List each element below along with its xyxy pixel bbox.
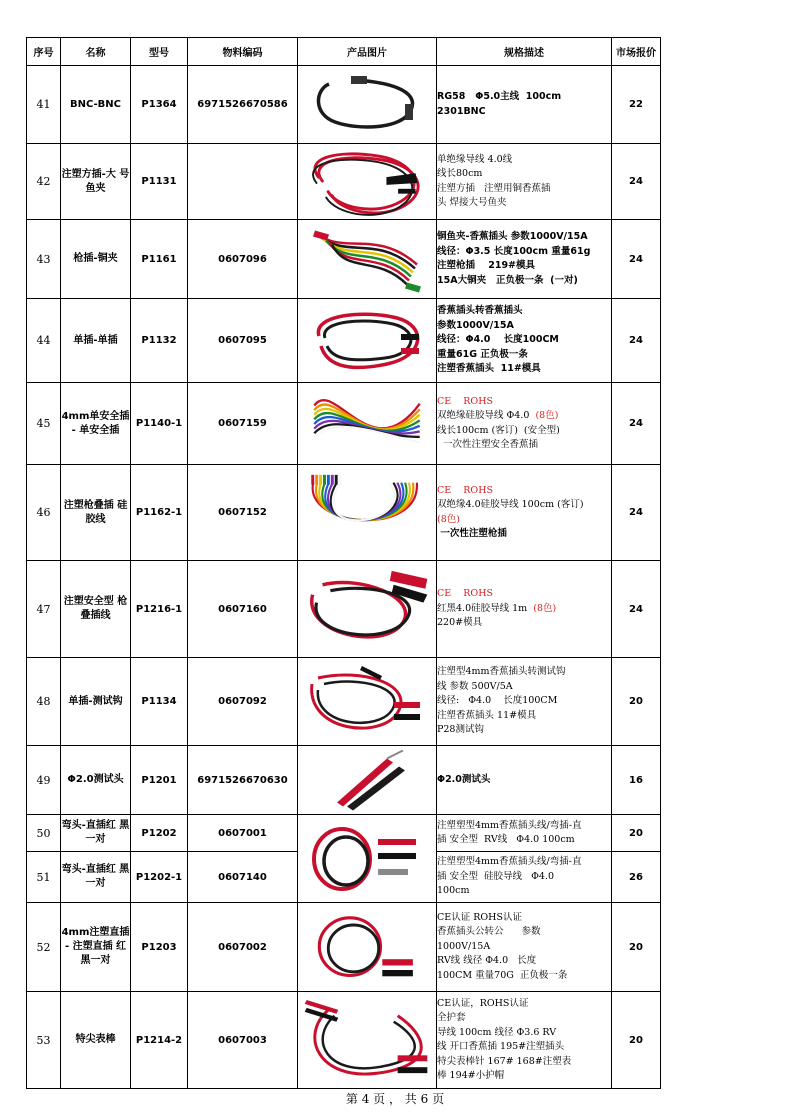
row-model: P1202: [131, 815, 188, 852]
spec-line: 线 参数 500V/5A: [437, 680, 513, 692]
spec-line: 双绝缘硅胶导线 Φ4.0 (8色): [437, 410, 559, 421]
spec-line: 线 开口香蕉插 195#注塑插头: [437, 1041, 565, 1052]
row-price: 24: [612, 220, 661, 299]
row-name: 弯头-直插红 黑 一对: [61, 815, 131, 852]
price-list-table: [26, 37, 661, 1089]
product-image-rainbow-safety-leads: [298, 383, 437, 465]
spec-line: 一次性注塑枪插: [437, 528, 507, 539]
row-seq: 47: [27, 561, 61, 658]
row-code: 0607140: [188, 852, 298, 903]
spec-line: 注塑型4mm香蕉插头转测试钩: [437, 666, 566, 678]
spec-line: 220#模具: [437, 617, 483, 629]
product-image-coiled-red-black: [298, 815, 437, 903]
row-spec: [437, 852, 612, 903]
spec-line: 注塑香蕉插头 11#模具: [437, 363, 541, 375]
row-name: 4mm单安全插 - 单安全插: [61, 383, 131, 465]
row-price: 26: [612, 852, 661, 903]
spec-line: 双绝缘4.0硅胶导线 100cm (客订): [437, 499, 584, 510]
spec-line: 插 安全型 RV线 Φ4.0 100cm: [437, 834, 575, 845]
row-spec: [437, 66, 612, 144]
spec-line: 重量61G 正负极一条: [437, 348, 528, 360]
table-row: [27, 144, 661, 220]
row-name: 单插-测试钩: [61, 658, 131, 746]
row-seq: 53: [27, 992, 61, 1089]
row-price: 24: [612, 144, 661, 220]
row-spec: [437, 658, 612, 746]
row-seq: 44: [27, 299, 61, 383]
spec-line: 铜鱼夹-香蕉插头 参数1000V/15A: [437, 231, 588, 242]
header-code: 物料编码: [188, 38, 298, 66]
spec-line: 香蕉插头转香蕉插头: [437, 305, 523, 317]
row-seq: 42: [27, 144, 61, 220]
header-image: 产品图片: [298, 38, 437, 66]
row-model: P1203: [131, 903, 188, 992]
row-model: P1202-1: [131, 852, 188, 903]
row-code: 0607160: [188, 561, 298, 658]
spec-line: 插 安全型 硅胶导线 Φ4.0: [437, 870, 555, 882]
row-model: P1161: [131, 220, 188, 299]
row-model: P1131: [131, 144, 188, 220]
row-price: 24: [612, 299, 661, 383]
spec-line: 头 焊接大号鱼夹: [437, 197, 507, 208]
product-image-red-cable-alligator: [298, 144, 437, 220]
product-image-rainbow-stack-leads: [298, 465, 437, 561]
row-name: 注塑枪叠插 硅 胶线: [61, 465, 131, 561]
row-spec: [437, 383, 612, 465]
row-spec: [437, 903, 612, 992]
spec-line: CE ROHS: [437, 395, 494, 407]
row-code: 0607092: [188, 658, 298, 746]
row-price: 20: [612, 903, 661, 992]
spec-line: 参数1000V/15A: [437, 319, 514, 331]
spec-line: 注塑塑型4mm香蕉插头线/弯插-直: [437, 819, 582, 831]
row-spec: [437, 299, 612, 383]
row-price: 20: [612, 815, 661, 852]
header-seq: 序号: [27, 38, 61, 66]
row-model: P1162-1: [131, 465, 188, 561]
spec-line: 线长100cm (客订) (安全型): [437, 424, 560, 436]
row-price: 20: [612, 992, 661, 1089]
spec-line: 注塑枪插 219#模具: [437, 260, 536, 271]
row-price: 20: [612, 658, 661, 746]
row-spec: [437, 561, 612, 658]
row-price: 22: [612, 66, 661, 144]
row-code: 0607001: [188, 815, 298, 852]
table-row: [27, 815, 661, 852]
row-code: 6971526670630: [188, 746, 298, 815]
row-seq: 45: [27, 383, 61, 465]
header-model: 型号: [131, 38, 188, 66]
row-price: 24: [612, 383, 661, 465]
row-spec: [437, 815, 612, 852]
row-name: 4mm注塑直插 - 注塑直插 红黑一对: [61, 903, 131, 992]
row-name: 注塑安全型 枪 叠插线: [61, 561, 131, 658]
row-code: 0607152: [188, 465, 298, 561]
table-row: [27, 66, 661, 144]
spec-line: 注塑香蕉插头 11#模具: [437, 709, 537, 721]
row-spec: [437, 746, 612, 815]
row-name: 注塑方插-大 号 鱼夹: [61, 144, 131, 220]
spec-line: 1000V/15A: [437, 940, 491, 952]
row-code: 0607003: [188, 992, 298, 1089]
product-image-red-banana-cable: [298, 299, 437, 383]
row-spec: [437, 465, 612, 561]
row-model: P1132: [131, 299, 188, 383]
spec-line: 2301BNC: [437, 105, 486, 117]
row-seq: 43: [27, 220, 61, 299]
header-name: 名称: [61, 38, 131, 66]
row-code: 0607159: [188, 383, 298, 465]
row-price: 24: [612, 465, 661, 561]
product-image-red-black-straight: [298, 903, 437, 992]
table-row: [27, 561, 661, 658]
spec-line: RG58 Φ5.0主线 100cm: [437, 91, 562, 102]
product-image-multicolor-clips: [298, 220, 437, 299]
row-name: Φ2.0测试头: [61, 746, 131, 815]
table-header-row: [27, 38, 661, 66]
spec-line: 红黑4.0硅胶导线 1m (8色): [437, 602, 557, 614]
table-row: [27, 220, 661, 299]
spec-line: 100cm: [437, 885, 470, 897]
row-name: 枪插-铜夹: [61, 220, 131, 299]
spec-line: 线长80cm: [437, 168, 483, 179]
spec-line: CE ROHS: [437, 484, 494, 496]
spec-line: 线径：Φ4.0 长度100CM: [437, 334, 559, 346]
table-row: [27, 383, 661, 465]
row-model: P1140-1: [131, 383, 188, 465]
product-image-sharp-probe-leads: [298, 992, 437, 1089]
product-image-test-hook-leads: [298, 658, 437, 746]
row-code: 0607096: [188, 220, 298, 299]
spec-line: 棒 194#小护帽: [437, 1070, 505, 1081]
product-image-red-black-alligator: [298, 561, 437, 658]
table-row: [27, 299, 661, 383]
spec-line: 单绝缘导线 4.0线: [437, 153, 513, 165]
row-price: 16: [612, 746, 661, 815]
row-name: 单插-单插: [61, 299, 131, 383]
table-row: [27, 992, 661, 1089]
spec-line: CE认证 ROHS认证: [437, 911, 522, 923]
row-spec: [437, 144, 612, 220]
spec-line: 线径: Φ4.0 长度100CM: [437, 695, 558, 707]
table-row: [27, 465, 661, 561]
spec-line: 一次性注塑安全香蕉插: [437, 439, 539, 450]
page-footer: 第 4 页 ， 共 6 页: [345, 1092, 445, 1106]
row-model: P1134: [131, 658, 188, 746]
row-name: BNC-BNC: [61, 66, 131, 144]
row-model: P1216-1: [131, 561, 188, 658]
row-spec: [437, 992, 612, 1089]
row-seq: 52: [27, 903, 61, 992]
row-model: P1364: [131, 66, 188, 144]
table-row: [27, 658, 661, 746]
table-row: [27, 746, 661, 815]
spec-line: 导线 100cm 线径 Φ3.6 RV: [437, 1026, 557, 1038]
header-spec: 规格描述: [437, 38, 612, 66]
row-name: 特尖表棒: [61, 992, 131, 1089]
row-seq: 48: [27, 658, 61, 746]
row-price: 24: [612, 561, 661, 658]
spec-line: (8色): [437, 513, 460, 525]
row-spec: [437, 220, 612, 299]
row-seq: 49: [27, 746, 61, 815]
row-name: 弯头-直插红 黑 一对: [61, 852, 131, 903]
product-image-probe-tips: [298, 746, 437, 815]
spec-line: P28测试钩: [437, 724, 484, 736]
row-seq: 50: [27, 815, 61, 852]
row-seq: 51: [27, 852, 61, 903]
row-code: 0607002: [188, 903, 298, 992]
row-code: 6971526670586: [188, 66, 298, 144]
spec-line: 100CM 重量70G 正负极一条: [437, 969, 568, 981]
row-seq: 41: [27, 66, 61, 144]
spec-line: 注塑塑型4mm香蕉插头线/弯插-直: [437, 856, 582, 868]
table-row: [27, 903, 661, 992]
spec-line: 注塑方插 注塑用铜香蕉插: [437, 182, 551, 194]
row-model: P1201: [131, 746, 188, 815]
row-seq: 46: [27, 465, 61, 561]
spec-line: 线径：Φ3.5 长度100cm 重量61g: [437, 245, 591, 257]
spec-line: 全护套: [437, 1012, 466, 1023]
product-image-bnc-cable-black: [298, 66, 437, 144]
header-price: 市场报价: [612, 38, 661, 66]
spec-line: 15A大铜夹 正负极一条 (一对): [437, 274, 578, 286]
spec-line: Φ2.0测试头: [437, 773, 491, 785]
row-model: P1214-2: [131, 992, 188, 1089]
spec-line: 特尖表棒针 167# 168#注塑表: [437, 1055, 572, 1067]
row-code: 0607095: [188, 299, 298, 383]
spec-line: 香蕉插头公转公 参数: [437, 926, 541, 938]
spec-line: CE ROHS: [437, 588, 494, 600]
row-code: [188, 144, 298, 220]
spec-line: RV线 线径 Φ4.0 长度: [437, 955, 537, 967]
spec-line: CE认证，ROHS认证: [437, 997, 529, 1009]
